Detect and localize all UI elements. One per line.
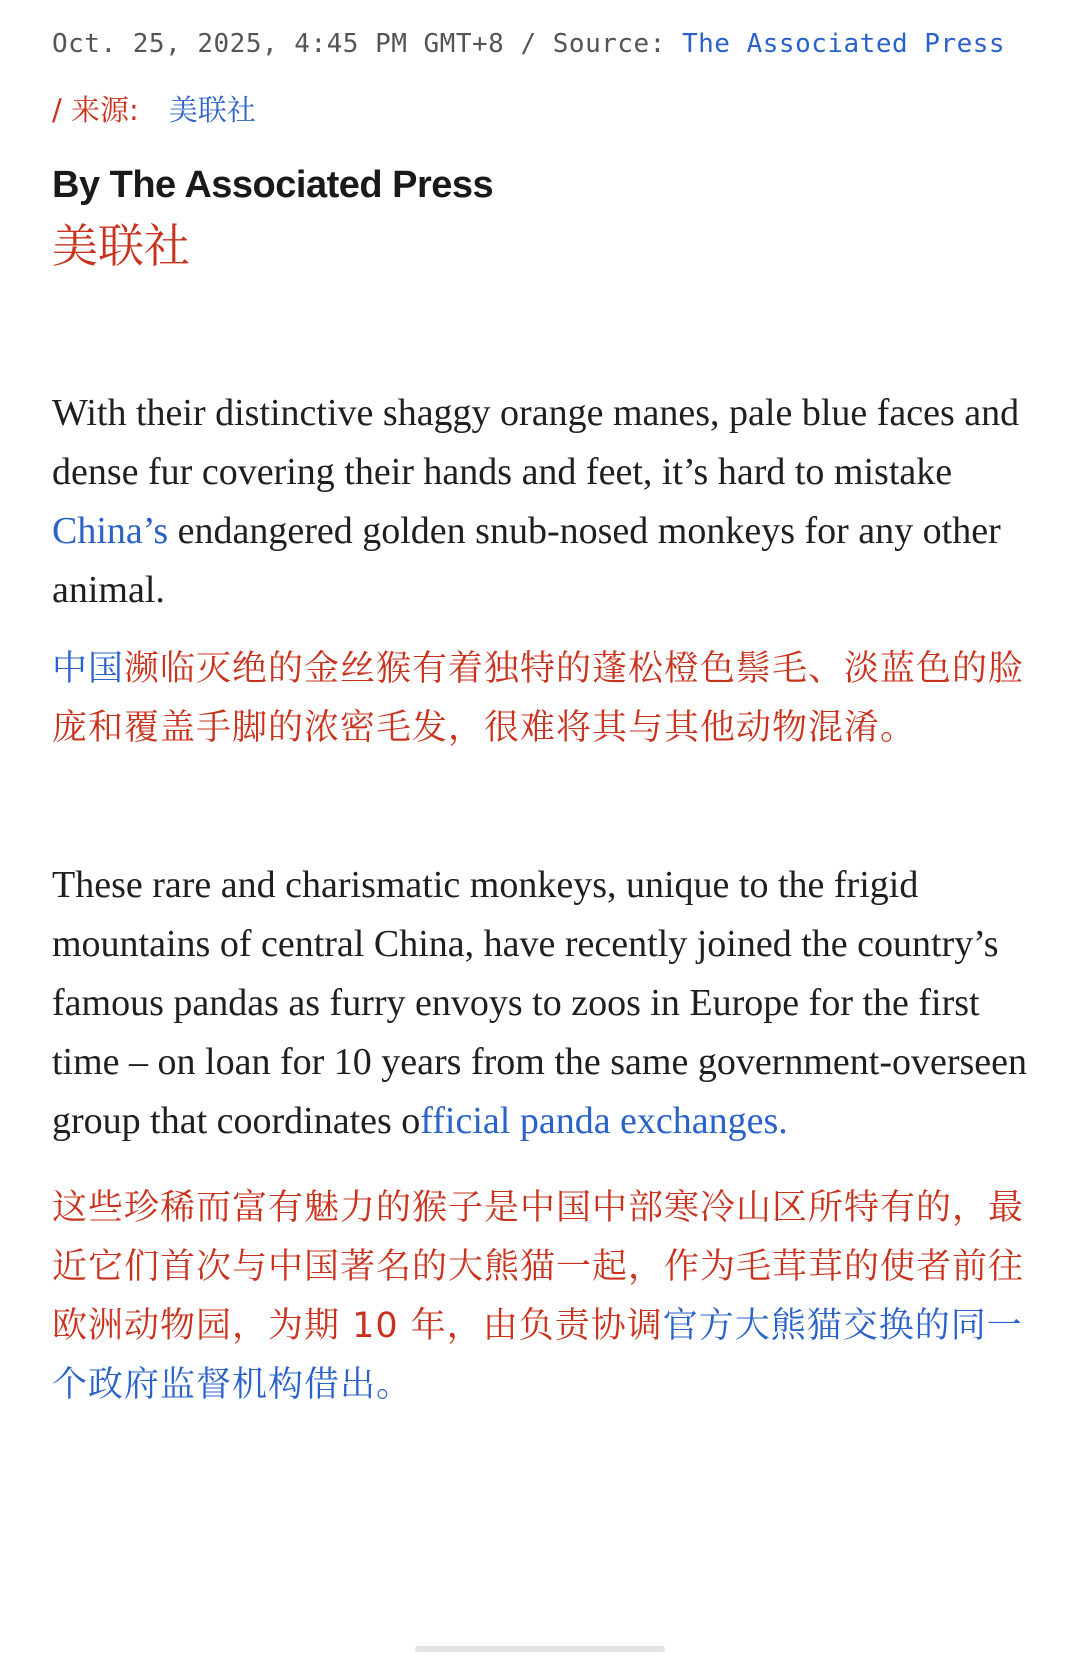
article	[52, 0, 1037, 1415]
paragraph-2	[52, 856, 1037, 1151]
paragraph-1	[52, 384, 1037, 620]
article-meta-translation	[52, 88, 1037, 132]
paragraph-2-text: These rare and charismatic monkeys, unique to the frigid mountains of central China, have recently joined the country’s famous pandas as furry envoys to zoos in Europe for the first time – on loan for 10 years from the same government-overseen group that coordinates o	[52, 864, 1028, 1142]
paragraph-1-text-start: With their distinctive shaggy orange manes, pale blue faces and dense fur covering their hands and feet, it’s hard to mistake	[52, 392, 1020, 493]
home-indicator[interactable]	[415, 1646, 665, 1652]
source-link[interactable]: The Associated Press	[682, 29, 1006, 59]
panda-exchanges-link-cn[interactable]: 官方大熊猫交换的同一个政府监督机构借出。	[52, 1306, 1023, 1405]
timestamp: Oct. 25, 2025, 4:45 PM GMT+8	[52, 29, 505, 59]
paragraph-1-translation	[52, 640, 1037, 758]
meta-separator: /	[504, 29, 553, 59]
panda-exchanges-link[interactable]: fficial panda exchanges.	[420, 1100, 788, 1142]
source-label: Source:	[552, 29, 682, 59]
paragraph-2-translation-text: 这些珍稀而富有魅力的猴子是中国中部寒冷山区所特有的，最近它们首次与中国著名的大熊猫一起，作为毛茸茸的使者前往欧洲动物园，为期 10 年，由负责协调	[52, 1188, 1025, 1346]
paragraph-1-text-end: endangered golden snub-nosed monkeys for any other animal.	[52, 510, 1001, 611]
source-label-cn: / 来源:	[52, 93, 139, 127]
china-link-cn[interactable]: 中国	[52, 649, 125, 689]
byline: By The Associated Press	[52, 164, 494, 206]
article-meta	[52, 22, 1037, 66]
source-link-cn[interactable]: 美联社	[168, 93, 256, 127]
paragraph-2-translation	[52, 1179, 1037, 1415]
byline-translation: 美联社	[52, 219, 190, 273]
paragraph-1-translation-text: 濒临灭绝的金丝猴有着独特的蓬松橙色鬃毛、淡蓝色的脸庞和覆盖手脚的浓密毛发，很难将其与其他动物混淆。	[52, 649, 1025, 748]
china-link[interactable]: China’s	[52, 510, 169, 552]
